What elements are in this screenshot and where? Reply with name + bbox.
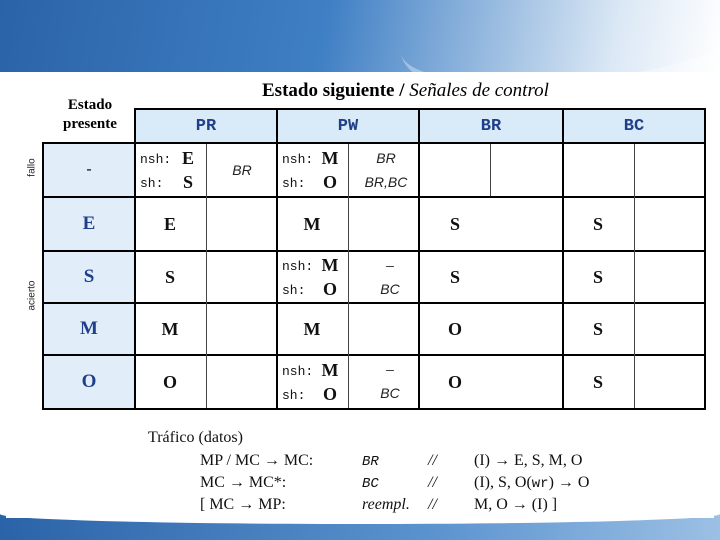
grid-line (42, 408, 706, 410)
next-state: E (163, 214, 176, 234)
control-signal: – (386, 361, 394, 377)
traffic-signal: reempl. (362, 496, 410, 513)
side-label-fallo: fallo (26, 158, 38, 177)
state-cell-none: - (44, 144, 134, 196)
next-state: S (164, 267, 175, 287)
next-state: S (592, 372, 603, 392)
state-cell-o: O (44, 356, 134, 408)
traffic-op: MP / MC → MC: (200, 452, 314, 469)
next-state: S (449, 214, 460, 234)
next-state: E (181, 148, 194, 168)
table-title: Estado siguiente / Señales de control (262, 80, 549, 101)
sh-label: sh: (282, 388, 306, 403)
next-state: S (592, 267, 603, 287)
column-header-br: BR (420, 110, 562, 142)
control-signal: BR (232, 162, 252, 178)
grid-line (562, 108, 564, 410)
traffic-separator: // (428, 474, 437, 491)
next-state: M (303, 319, 321, 339)
column-header-pr: PR (136, 110, 276, 142)
state-cell-e: E (44, 198, 134, 250)
next-state: O (322, 384, 337, 404)
control-signal: – (386, 257, 394, 273)
next-state: O (447, 372, 462, 392)
grid-line (42, 302, 706, 304)
header-decoration (0, 0, 720, 72)
grid-line (42, 142, 706, 144)
traffic-result: M, O → (I) ] (474, 496, 558, 513)
grid-line (42, 196, 706, 198)
nsh-label: nsh: (282, 364, 314, 379)
next-state: M (161, 319, 179, 339)
traffic-heading: Tráfico (datos) (148, 429, 243, 446)
grid-line (276, 108, 278, 410)
next-state: O (162, 372, 177, 392)
grid-line (704, 108, 706, 410)
grid-line (42, 354, 706, 356)
next-state: M (303, 214, 321, 234)
next-state: O (447, 319, 462, 339)
traffic-signal: BR (362, 454, 379, 470)
nsh-label: nsh: (282, 259, 314, 274)
traffic-separator: // (428, 452, 437, 469)
next-state: S (592, 319, 603, 339)
sh-label: sh: (140, 176, 164, 191)
traffic-op: [ MC → MP: (200, 496, 286, 513)
traffic-result: (I), S, O(wr) → O (474, 474, 590, 492)
column-header-pw: PW (278, 110, 418, 142)
next-state: S (182, 172, 193, 192)
nsh-label: nsh: (140, 152, 172, 167)
grid-line (134, 108, 706, 110)
nsh-label: nsh: (282, 152, 314, 167)
sh-label: sh: (282, 176, 306, 191)
control-signal: BC (380, 385, 400, 401)
traffic-op: MC → MC*: (200, 474, 287, 491)
state-cell-s: S (44, 252, 134, 302)
estado-presente-header: Estado presente (63, 97, 117, 132)
next-state: O (322, 172, 337, 192)
next-state: M (321, 360, 339, 380)
side-label-acierto: acierto (26, 280, 38, 311)
next-state: S (592, 214, 603, 234)
state-cell-m: M (44, 304, 134, 354)
control-signal: BR,BC (364, 174, 408, 190)
traffic-signal: BC (362, 476, 379, 492)
grid-line (42, 250, 706, 252)
next-state: M (321, 255, 339, 275)
grid-line (42, 142, 44, 410)
grid-subline (634, 144, 635, 408)
traffic-result: (I) → E, S, M, O (474, 452, 583, 469)
next-state: M (321, 148, 339, 168)
grid-line (134, 108, 136, 410)
column-header-bc: BC (564, 110, 704, 142)
sh-label: sh: (282, 283, 306, 298)
control-signal: BC (380, 281, 400, 297)
control-signal: BR (376, 150, 396, 166)
next-state: S (449, 267, 460, 287)
next-state: O (322, 279, 337, 299)
grid-subline (490, 144, 491, 196)
traffic-separator: // (428, 496, 437, 513)
